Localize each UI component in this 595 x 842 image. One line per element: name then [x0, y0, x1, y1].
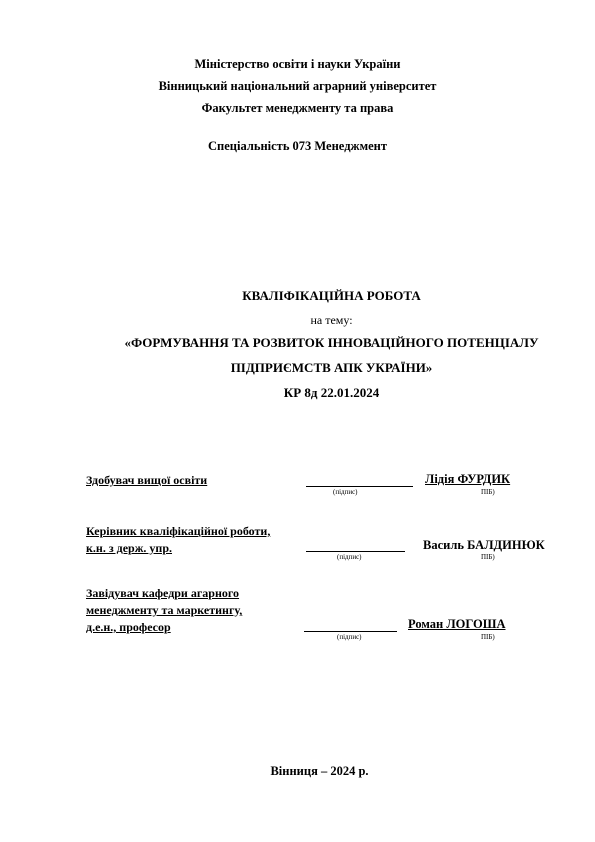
topic-line-2: ПІДПРИЄМСТВ АПК УКРАЇНИ» [230, 360, 433, 375]
on-topic-label: на тему: [310, 313, 353, 327]
ministry-name: Міністерство освіти і науки України [194, 57, 401, 71]
role-line: Керівник кваліфікаційної роботи, [86, 524, 271, 538]
role-line: Завідувач кафедри агарного [86, 586, 240, 600]
topic-line-1: «ФОРМУВАННЯ ТА РОЗВИТОК ІННОВАЦІЙНОГО ПОТЕНЦІАЛУ [124, 335, 539, 350]
signature-role-student [86, 472, 207, 489]
signature-caption: (підпис) [337, 553, 362, 561]
signatory-name-student: Лідія ФУРДИК [425, 472, 511, 486]
signature-role-head [86, 585, 242, 636]
signatory-name-head: Роман ЛОГОША [408, 617, 506, 631]
role-line: Здобувач вищої освіти [86, 473, 208, 487]
work-code: КР 8д 22.01.2024 [283, 385, 380, 400]
role-line: менеджменту та маркетингу, [86, 603, 243, 617]
name-caption: ПІБ) [481, 633, 495, 641]
university-name: Вінницький національний аграрний університет [158, 79, 437, 93]
signature-line-student [306, 486, 413, 487]
faculty-name: Факультет менеджменту та права [201, 101, 394, 115]
specialty: Спеціальність 073 Менеджмент [208, 139, 387, 153]
signature-caption: (підпис) [333, 488, 358, 496]
signature-line-supervisor [306, 551, 405, 552]
signature-role-supervisor [86, 523, 270, 557]
name-caption: ПІБ) [481, 488, 495, 496]
signatory-name-supervisor: Василь БАЛДИНЮК [423, 538, 545, 552]
work-type-title: КВАЛІФІКАЦІЙНА РОБОТА [242, 288, 421, 303]
role-line: д.е.н., професор [86, 620, 171, 634]
signature-line-head [304, 631, 397, 632]
city-year: Вінниця – 2024 р. [270, 764, 369, 778]
name-caption: ПІБ) [481, 553, 495, 561]
signature-caption: (підпис) [337, 633, 362, 641]
role-line: к.н. з держ. упр. [86, 541, 173, 555]
